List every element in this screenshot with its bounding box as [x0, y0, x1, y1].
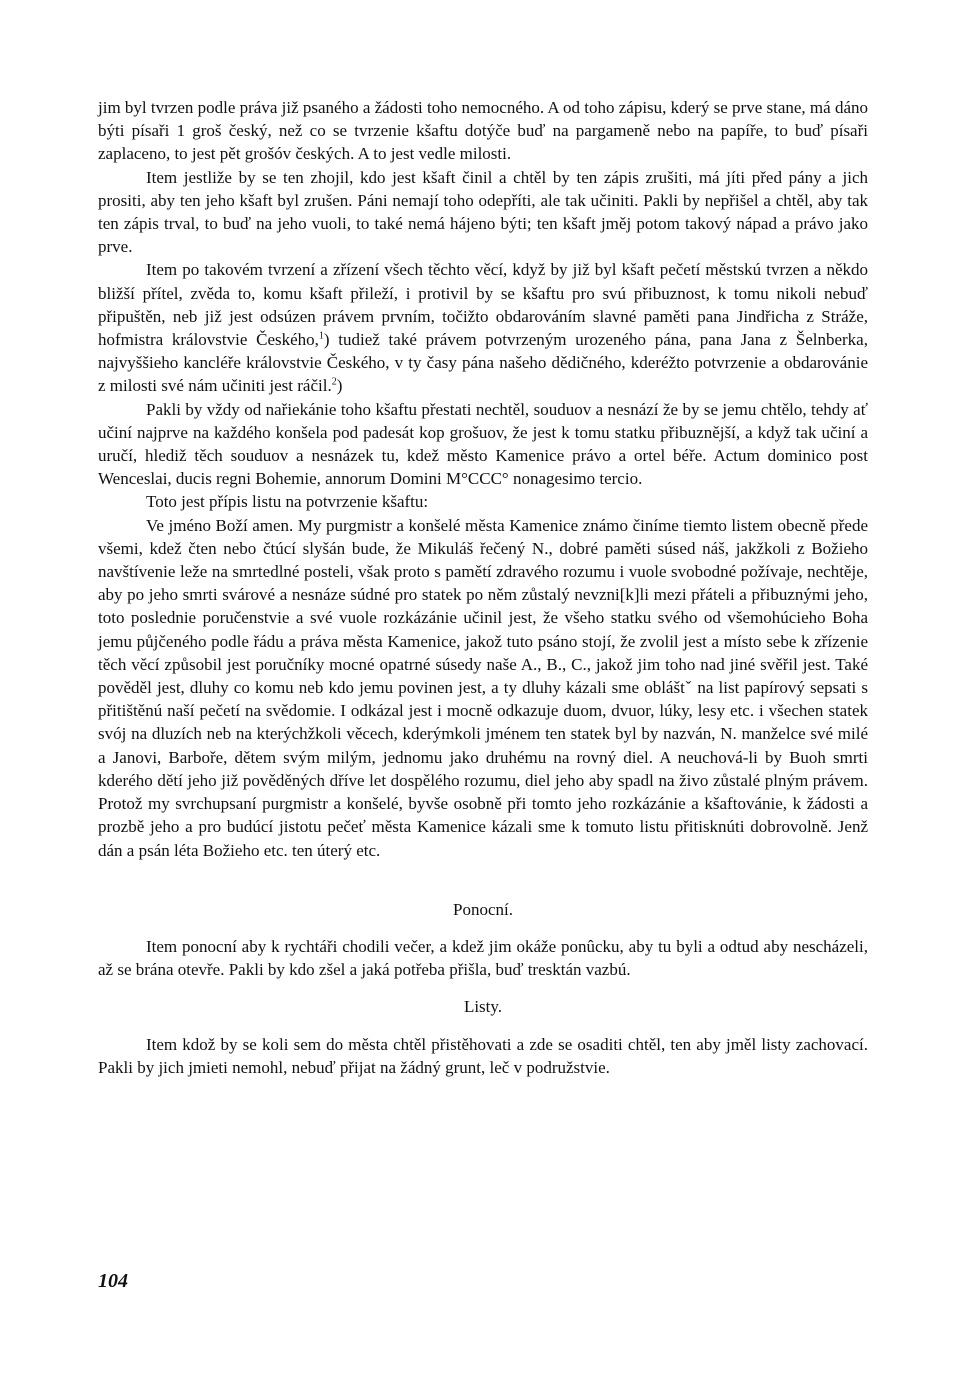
paragraph-7: Item ponocní aby k rychtáři chodili večer, a kdež jim okáže ponûcku, aby tu byli a odtud aby nescházeli, až se brána otevře. Pakli by kdo zšel a jaká potřeba přišla, buď tresktán vazbú. — [98, 936, 868, 980]
paragraph-4: Pakli by vždy od nařiekánie toho kšaftu přestati nechtěl, souduov a nesnází že by se jemu chtělo, tehdy ať učiní najprve na každého konšela pod padesát kop grošuov, že jest k tomu statku přibuznější, a když tak učiní a uručí, hlediž těch souduov a nesnázek tu, kdež město Kamenice právo a ortel béře. Actum dominico post Wenceslai, ducis regni Bohemie, annorum Domini M°CCC° nonagesimo tercio. — [98, 399, 868, 489]
section-heading-listy: Listy. — [463, 997, 503, 1017]
section-heading-ponocni: Ponocní. — [453, 899, 513, 919]
page-number: 104 — [98, 1270, 128, 1292]
paragraph-1: jim byl tvrzen podle práva již psaného a žádosti toho nemocného. A od toho zápisu, kderý se prve stane, má dáno býti písaři 1 groš český, než co se tvrzenie kšaftu dotýče buď na pargameně nebo na papíře, to buď písaři zaplaceno, to jest pět grošóv českých. A to jest vedle milosti. — [98, 98, 868, 164]
paragraph-3-text: Item po takovém tvrzení a zřízení všech těchto věcí, když by již byl kšaft pečetí městskú tvrzen a někdo bližší přítel, zvěda to, komu kšaft přileží, i protivil by se kšaftu pro svú přibuznost, k tomu nikoli nebuď připuštěn, neb již jest odsúzen právem prvním, točižto obdarováním slavné paměti pana Jindřicha z Stráže, hofmistra královstvie Českého, — [98, 260, 868, 350]
paragraph-5: Toto jest přípis listu na potvrzenie kšaftu: — [146, 492, 429, 512]
paragraph-3 — [98, 258, 868, 397]
document-body — [98, 96, 868, 1079]
paragraph-6: Ve jméno Boží amen. My purgmistr a konšelé města Kamenice známo činíme tiemto listem obecně přede všemi, kdež čten nebo čtúcí slyšán bude, že Mikuláš řečený N., dobré paměti súsed náš, jakžkoli z Božieho navštívenie leže na smrtedlné posteli, však proto s pamětí zdravého rozumu i vuole svobodné požívaje, nechtěje, aby po jeho smrti svárové a nesnáze súdné pro statek po něm zůstalý nevzni[k]li mezi přáteli a přibuznými jeho, toto poslednie poručenstvie a své vuole rozkázánie učinil jest, že všeho statku svého od všemohúcieho Boha jemu půjčeného podle řádu a práva města Kamenice, jakož tuto psáno stojí, že zvolil jest a místo sebe k zřízenie těch věcí způsobil jest poručníky mocné opatrné súsedy naše A., B., C., jakož jim toho nad jiné svěřil jest. Také pověděl jest, dluhy co komu neb kdo jemu povinen jest, a ty dluhy kázali sme obláštˇ na list papírový sepsati s přitištěnú naší pečetí na svědomie. I odkázal jest i mocně odkazuje duom, dvuor, lúky, lesy etc. i všechen statek svój na dluzích neb na kterýchžkoli věcech, kderýmkoli jménem ten statek byl by nazván, N. manželce své milé a Janovi, Barboře, dětem svým milým, jednomu jako druhému na rovný diel. A neuchová-li by Buoh smrti kderého dětí jeho již pověděných dříve let dospělého rozumu, diel jeho aby spadl na živo zůstalé plným právem. Protož my svrchupsaní purgmistr a konšelé, byvše osobně při tomto jeho rozkázánie a kšaftovánie, k žádosti a prozbě jeho a pro budúcí jistotu pečeť města Kamenice kázali sme k tomuto listu přitisknúti dobrovolně. Jenž dán a psán léta Božieho etc. ten úterý etc. — [98, 515, 868, 860]
footnote-ref-1: 1 — [318, 330, 324, 342]
paragraph-3-text-2: ) tudiež také právem potvrzeným urozeného pána, pana Jana z Šelnberka, najvyššieho kancléře královstvie Českého, v ty časy pána našeho dědičného, kderéžto potvrzenie a obdarovánie z milosti své nám učiniti jest ráčil. — [98, 330, 868, 396]
paragraph-8: Item kdož by se koli sem do města chtěl přistěhovati a zde se osaditi chtěl, ten aby jměl listy zachovací. Pakli by jich jmieti nemohl, nebuď přijat na žádný grunt, leč v podružstvie. — [98, 1034, 868, 1077]
footnote-ref-2: 2 — [331, 376, 337, 388]
paragraph-3-text-3: ) — [336, 376, 343, 396]
paragraph-2: Item jestliže by se ten zhojil, kdo jest kšaft činil a chtěl by ten zápis zrušiti, má jíti před pány a jich prositi, aby ten jeho kšaft byl zrušen. Páni nemají toho odepříti, ale tak učiniti. Pakli by nepřišel a chtěl, aby tak ten zápis trval, to buď na jeho vuoli, to také nemá hájeno býti; ten kšaft jměj potom takový nápad a právo jako prve. — [98, 167, 868, 257]
